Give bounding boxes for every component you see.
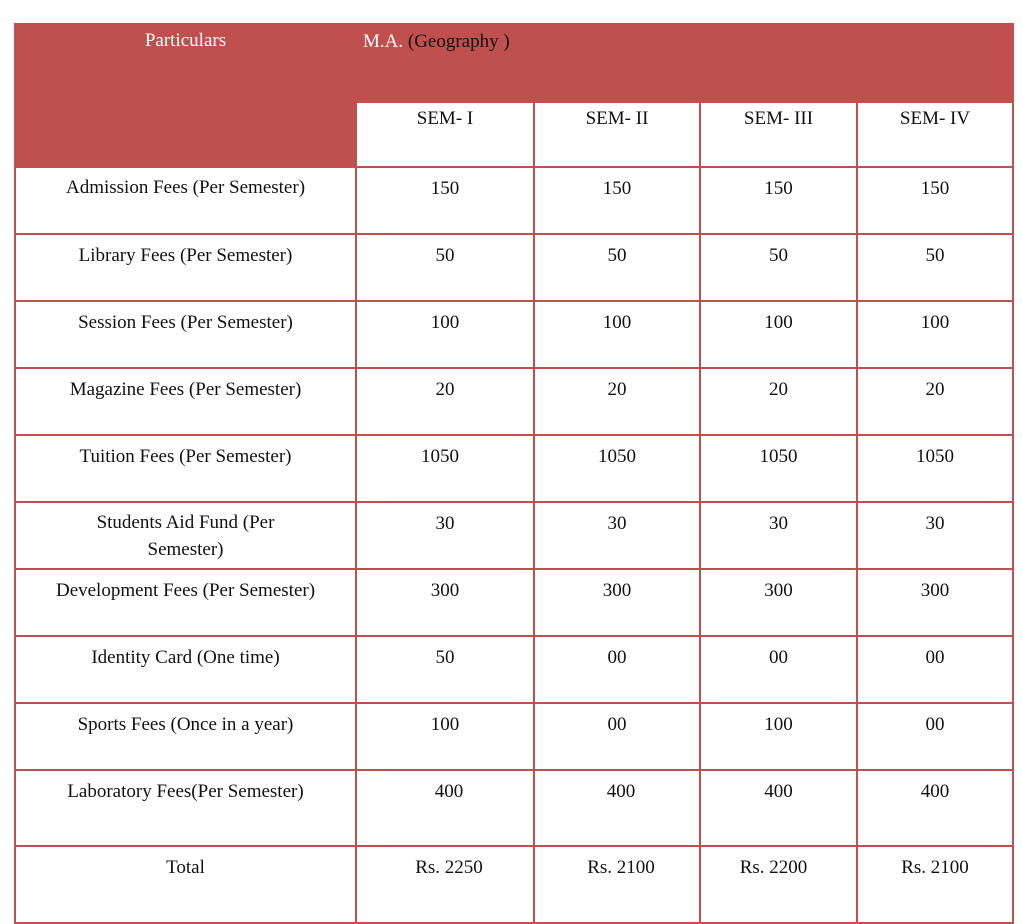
fee-cell: 400 (857, 770, 1013, 846)
table-row (15, 569, 1013, 636)
fee-cell: 30 (356, 502, 534, 569)
total-cell (356, 846, 534, 923)
table-row (15, 502, 1013, 569)
fee-cell: 20 (534, 368, 700, 435)
fee-cell: 30 (700, 502, 857, 569)
fee-cell: 100 (700, 703, 857, 770)
total-row (15, 846, 1013, 923)
row-label-line: Students Aid Fund (Per (96, 512, 275, 533)
table-row (15, 435, 1013, 502)
table-row (15, 703, 1013, 770)
fee-cell: 150 (857, 167, 1013, 234)
total-value: Rs. 2250 (415, 857, 483, 878)
fee-cell: 00 (857, 636, 1013, 703)
table-row (15, 234, 1013, 301)
fee-cell: 30 (534, 502, 700, 569)
program-name: (Geography ) (407, 31, 510, 52)
fee-cell: 00 (857, 703, 1013, 770)
fee-cell: 20 (700, 368, 857, 435)
total-value: Rs. 2200 (739, 857, 808, 878)
fee-cell: 400 (700, 770, 857, 846)
header-row (15, 24, 1013, 102)
fee-cell: 150 (534, 167, 700, 234)
fee-cell: 100 (356, 703, 534, 770)
row-label: Identity Card (One time) (15, 636, 356, 703)
fee-cell: 00 (700, 636, 857, 703)
fee-cell: 150 (700, 167, 857, 234)
total-cell (700, 846, 857, 923)
fee-cell: 300 (356, 569, 534, 636)
row-label: Laboratory Fees(Per Semester) (15, 770, 356, 846)
total-cell (534, 846, 700, 923)
fee-cell: 50 (700, 234, 857, 301)
fee-cell: 50 (356, 234, 534, 301)
table-row (15, 167, 1013, 234)
total-cell: Rs. 2100 (857, 846, 1013, 923)
fee-value: 400 (606, 781, 636, 802)
particulars-header (15, 24, 356, 167)
fee-cell: 100 (857, 301, 1013, 368)
row-label: Magazine Fees (Per Semester) (15, 368, 356, 435)
semester-header: SEM- III (700, 102, 857, 167)
fee-cell: 300 (857, 569, 1013, 636)
fee-cell: 1050 (857, 435, 1013, 502)
fee-cell: 00 (534, 636, 700, 703)
fee-cell: 50 (534, 234, 700, 301)
fee-value: 1050 (421, 446, 459, 467)
fee-cell: 300 (534, 569, 700, 636)
fee-cell (356, 770, 534, 846)
fee-cell: 20 (857, 368, 1013, 435)
semester-header: SEM- I (356, 102, 534, 167)
fee-cell: 1050 (534, 435, 700, 502)
fee-cell: 1050 (700, 435, 857, 502)
row-label: Admission Fees (Per Semester) (15, 167, 356, 234)
fee-cell: 150 (356, 167, 534, 234)
fee-value: 400 (434, 781, 464, 802)
fee-cell (356, 435, 534, 502)
fee-cell: 20 (356, 368, 534, 435)
total-value: Rs. 2100 (587, 857, 655, 878)
fee-cell: 50 (857, 234, 1013, 301)
fee-cell: 50 (356, 636, 534, 703)
fee-cell: 300 (700, 569, 857, 636)
semester-header: SEM- IV (857, 102, 1013, 167)
table-row (15, 770, 1013, 846)
row-label: Sports Fees (Once in a year) (15, 703, 356, 770)
program-header (356, 24, 1013, 102)
semester-header: SEM- II (534, 102, 700, 167)
row-label (15, 502, 356, 569)
row-label: Session Fees (Per Semester) (15, 301, 356, 368)
table-row (15, 368, 1013, 435)
table-row (15, 301, 1013, 368)
fee-cell (534, 770, 700, 846)
row-label: Development Fees (Per Semester) (15, 569, 356, 636)
fee-cell: 30 (857, 502, 1013, 569)
fee-cell: 100 (700, 301, 857, 368)
fees-table (14, 23, 1014, 924)
program-prefix: M.A. (363, 31, 404, 52)
row-label-line: Semester) (147, 539, 224, 560)
particulars-header-label: Particulars (144, 30, 227, 51)
row-label: Tuition Fees (Per Semester) (15, 435, 356, 502)
total-label: Total (15, 846, 356, 923)
fee-cell: 00 (534, 703, 700, 770)
row-label: Library Fees (Per Semester) (15, 234, 356, 301)
fee-cell: 100 (534, 301, 700, 368)
fee-cell: 100 (356, 301, 534, 368)
table-row (15, 636, 1013, 703)
